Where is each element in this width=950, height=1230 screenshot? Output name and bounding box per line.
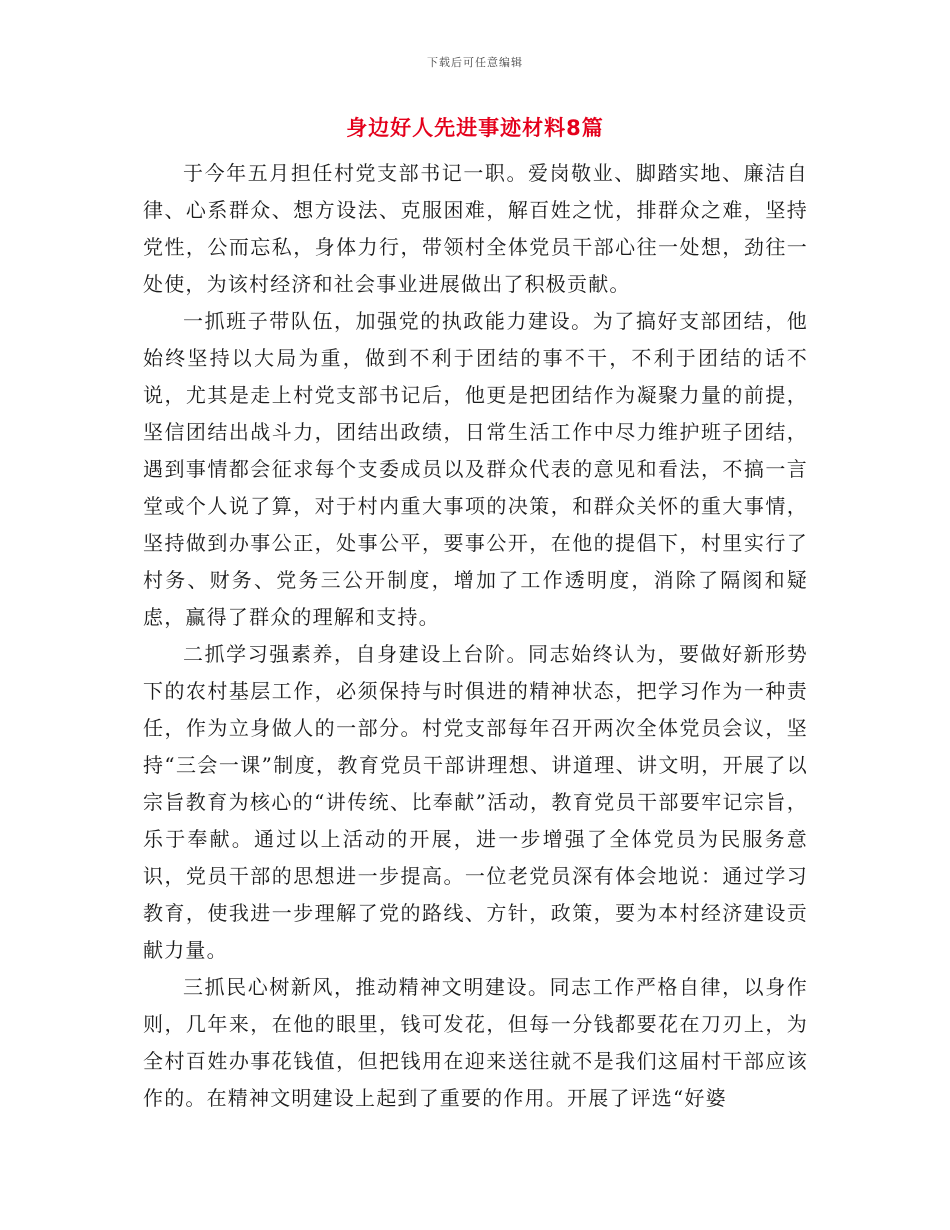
document-body xyxy=(143,155,808,1117)
paragraph-team-building: 一抓班子带队伍，加强党的执政能力建设。为了搞好支部团结，他始终坚持以大局为重，做到不利于团结的事不干，不利于团结的话不说，尤其是走上村党支部书记后，他更是把团结作为凝聚力量的前提，坚信团结出战斗力，团结出政绩，日常生活工作中尽力维护班子团结，遇到事情都会征求每个支委成员以及群众代表的意见和看法，不搞一言堂或个人说了算，对于村内重大事项的决策，和群众关怀的重大事情，坚持做到办事公正，处事公平，要事公开，在他的提倡下，村里实行了村务、财务、党务三公开制度，增加了工作透明度，消除了隔阂和疑虑，赢得了群众的理解和支持。 xyxy=(143,309,808,629)
paragraph-intro: 于今年五月担任村党支部书记一职。爱岗敬业、脚踏实地、廉洁自律、心系群众、想方设法、克服困难，解百姓之忧，排群众之难，坚持党性，公而忘私，身体力行，带领村全体党员干部心往一处想，劲往一处使，为该村经济和社会事业进展做出了积极贡献。 xyxy=(143,161,808,296)
paragraph-civilization: 三抓民心树新风，推动精神文明建设。同志工作严格自律，以身作则，几年来，在他的眼里，钱可发花，但每一分钱都要花在刀刃上，为全村百姓办事花钱值，但把钱用在迎来送往就不是我们这届村干部应该作的。在精神文明建设上起到了重要的作用。开展了评选“好婆 xyxy=(143,975,808,1110)
document-title: 身边好人先进事迹材料8篇 xyxy=(346,116,604,140)
header-note: 下载后可任意编辑 xyxy=(427,56,523,69)
paragraph-study: 二抓学习强素养，自身建设上台阶。同志始终认为，要做好新形势下的农村基层工作，必须保持与时俱进的精神状态，把学习作为一种责任，作为立身做人的一部分。村党支部每年召开两次全体党员会议，坚持“三会一课”制度，教育党员干部讲理想、讲道理、讲文明，开展了以宗旨教育为核心的“讲传统、比奉献”活动，教育党员干部要牢记宗旨，乐于奉献。通过以上活动的开展，进一步增强了全体党员为民服务意识，党员干部的思想进一步提高。一位老党员深有体会地说：通过学习教育，使我进一步理解了党的路线、方针，政策，要为本村经济建设贡献力量。 xyxy=(143,642,808,962)
